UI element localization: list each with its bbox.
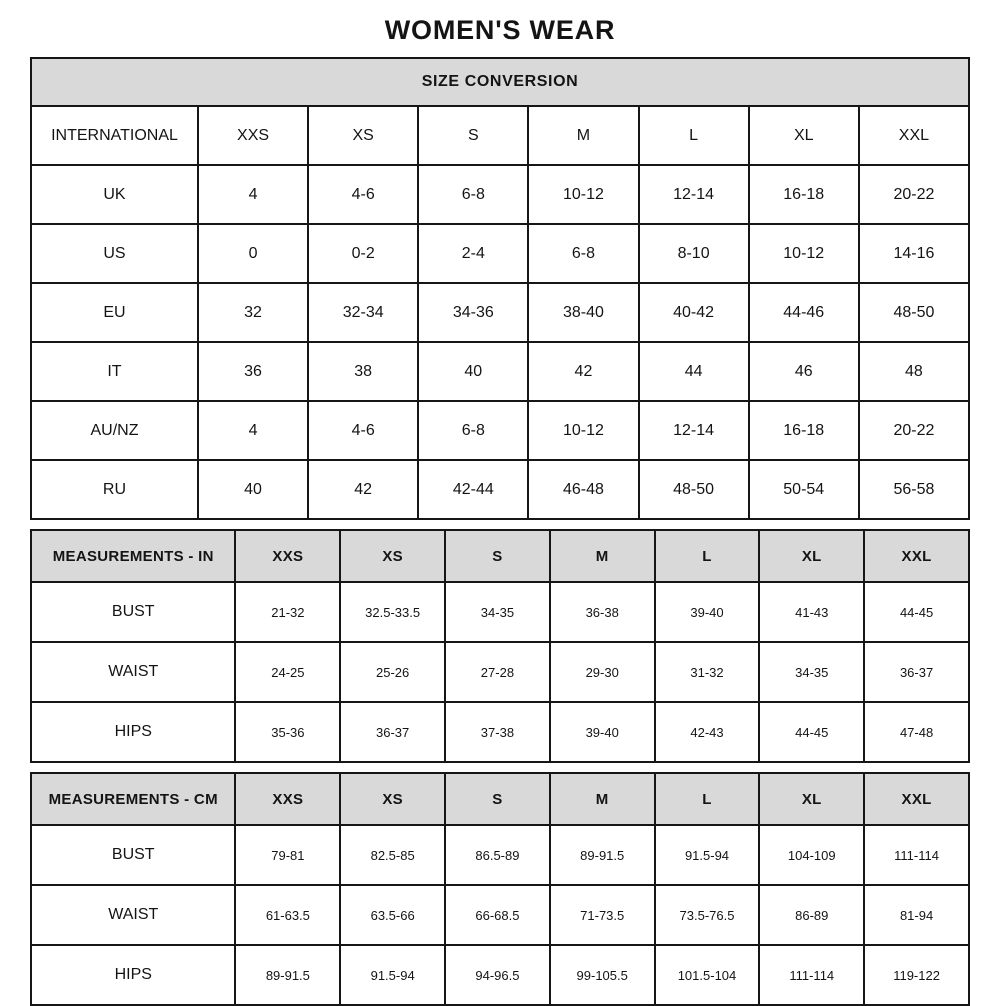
- table-cell: 48-50: [859, 283, 969, 342]
- table-row: [31, 945, 969, 1005]
- column-header: S: [445, 773, 550, 825]
- table-cell: 71-73.5: [550, 885, 655, 945]
- column-header: XL: [759, 530, 864, 582]
- column-header: XS: [340, 773, 445, 825]
- table-cell: 16-18: [749, 401, 859, 460]
- column-header: M: [550, 530, 655, 582]
- table-cell: 32: [198, 283, 308, 342]
- size-conversion-title: SIZE CONVERSION: [31, 58, 969, 106]
- table-cell: 0-2: [308, 224, 418, 283]
- table-row: [31, 642, 969, 702]
- table-cell: 8-10: [639, 224, 749, 283]
- table-cell: 36: [198, 342, 308, 401]
- row-label: WAIST: [31, 885, 235, 945]
- table-cell: 48: [859, 342, 969, 401]
- table-cell: 94-96.5: [445, 945, 550, 1005]
- table-row: [31, 460, 969, 519]
- table-cell: 25-26: [340, 642, 445, 702]
- table-cell: 31-32: [655, 642, 760, 702]
- table-cell: 16-18: [749, 165, 859, 224]
- column-header: S: [445, 530, 550, 582]
- table-cell: 81-94: [864, 885, 969, 945]
- table-cell: 10-12: [749, 224, 859, 283]
- table-cell: 42: [528, 342, 638, 401]
- table-cell: 12-14: [639, 165, 749, 224]
- row-label: IT: [31, 342, 198, 401]
- table-cell: 42-44: [418, 460, 528, 519]
- table-cell: 36-37: [864, 642, 969, 702]
- column-header: XS: [340, 530, 445, 582]
- table-row: [31, 165, 969, 224]
- measurement-header-row: [31, 773, 969, 825]
- table-cell: 111-114: [759, 945, 864, 1005]
- table-cell: 10-12: [528, 401, 638, 460]
- table-row: [31, 885, 969, 945]
- table-cell: 2-4: [418, 224, 528, 283]
- table-cell: 48-50: [639, 460, 749, 519]
- table-cell: 50-54: [749, 460, 859, 519]
- table-cell: 36-37: [340, 702, 445, 762]
- table-row: [31, 224, 969, 283]
- row-label: UK: [31, 165, 198, 224]
- table-cell: 42-43: [655, 702, 760, 762]
- table-cell: 34-35: [759, 642, 864, 702]
- measurements-in-table: [30, 529, 970, 763]
- column-header: XL: [749, 106, 859, 165]
- table-cell: 86.5-89: [445, 825, 550, 885]
- column-header: XL: [759, 773, 864, 825]
- table-cell: 29-30: [550, 642, 655, 702]
- size-header-row: [31, 106, 969, 165]
- measurements-cm-table: [30, 772, 970, 1006]
- table-cell: 34-35: [445, 582, 550, 642]
- row-label: BUST: [31, 582, 235, 642]
- row-label: AU/NZ: [31, 401, 198, 460]
- column-header: L: [655, 773, 760, 825]
- column-header: L: [639, 106, 749, 165]
- table-cell: 37-38: [445, 702, 550, 762]
- table-cell: 119-122: [864, 945, 969, 1005]
- column-header: XXS: [198, 106, 308, 165]
- table-cell: 46-48: [528, 460, 638, 519]
- page-title: WOMEN'S WEAR: [384, 15, 616, 45]
- table-row: [31, 582, 969, 642]
- table-cell: 38-40: [528, 283, 638, 342]
- column-header: XS: [308, 106, 418, 165]
- table-cell: 41-43: [759, 582, 864, 642]
- table-row: [31, 702, 969, 762]
- table-cell: 4-6: [308, 165, 418, 224]
- table-cell: 89-91.5: [550, 825, 655, 885]
- table-cell: 0: [198, 224, 308, 283]
- table-cell: 44-46: [749, 283, 859, 342]
- table-cell: 91.5-94: [655, 825, 760, 885]
- table-cell: 10-12: [528, 165, 638, 224]
- row-label: WAIST: [31, 642, 235, 702]
- column-header: XXL: [859, 106, 969, 165]
- table-cell: 4: [198, 401, 308, 460]
- table-cell: 6-8: [528, 224, 638, 283]
- table-cell: 36-38: [550, 582, 655, 642]
- table-cell: 66-68.5: [445, 885, 550, 945]
- table-cell: 111-114: [864, 825, 969, 885]
- table-cell: 34-36: [418, 283, 528, 342]
- column-header: XXL: [864, 773, 969, 825]
- table-row: [31, 283, 969, 342]
- row-label: RU: [31, 460, 198, 519]
- table-cell: 82.5-85: [340, 825, 445, 885]
- table-cell: 73.5-76.5: [655, 885, 760, 945]
- column-header: XXL: [864, 530, 969, 582]
- table-cell: 61-63.5: [235, 885, 340, 945]
- table-cell: 44: [639, 342, 749, 401]
- table-cell: 14-16: [859, 224, 969, 283]
- size-chart-document: [0, 57, 1000, 1006]
- row-group-label: INTERNATIONAL: [31, 106, 198, 165]
- row-label: HIPS: [31, 945, 235, 1005]
- table-cell: 44-45: [759, 702, 864, 762]
- table-cell: 27-28: [445, 642, 550, 702]
- table-cell: 86-89: [759, 885, 864, 945]
- table-cell: 63.5-66: [340, 885, 445, 945]
- table-cell: 46: [749, 342, 859, 401]
- table-row: [31, 342, 969, 401]
- table-row: [31, 825, 969, 885]
- column-header: XXS: [235, 773, 340, 825]
- table-cell: 79-81: [235, 825, 340, 885]
- table-cell: 32-34: [308, 283, 418, 342]
- table-cell: 91.5-94: [340, 945, 445, 1005]
- table-cell: 20-22: [859, 401, 969, 460]
- table-cell: 6-8: [418, 165, 528, 224]
- table-cell: 6-8: [418, 401, 528, 460]
- row-label: US: [31, 224, 198, 283]
- table-cell: 4-6: [308, 401, 418, 460]
- column-header: L: [655, 530, 760, 582]
- size-conversion-banner-row: [31, 58, 969, 106]
- table-cell: 40: [198, 460, 308, 519]
- table-cell: 12-14: [639, 401, 749, 460]
- row-label: BUST: [31, 825, 235, 885]
- table-cell: 35-36: [235, 702, 340, 762]
- table-cell: 39-40: [550, 702, 655, 762]
- column-header: XXS: [235, 530, 340, 582]
- table-cell: 40: [418, 342, 528, 401]
- table-cell: 38: [308, 342, 418, 401]
- column-header: S: [418, 106, 528, 165]
- column-header: M: [550, 773, 655, 825]
- table-cell: 21-32: [235, 582, 340, 642]
- table-cell: 39-40: [655, 582, 760, 642]
- row-label: EU: [31, 283, 198, 342]
- table-cell: 42: [308, 460, 418, 519]
- table-cell: 56-58: [859, 460, 969, 519]
- size-conversion-table: [30, 57, 970, 520]
- column-header: M: [528, 106, 638, 165]
- table-cell: 44-45: [864, 582, 969, 642]
- table-cell: 20-22: [859, 165, 969, 224]
- row-group-label: MEASUREMENTS - IN: [31, 530, 235, 582]
- table-cell: 32.5-33.5: [340, 582, 445, 642]
- measurement-header-row: [31, 530, 969, 582]
- table-row: [31, 401, 969, 460]
- table-cell: 47-48: [864, 702, 969, 762]
- table-cell: 4: [198, 165, 308, 224]
- table-cell: 101.5-104: [655, 945, 760, 1005]
- row-group-label: MEASUREMENTS - CM: [31, 773, 235, 825]
- row-label: HIPS: [31, 702, 235, 762]
- table-cell: 89-91.5: [235, 945, 340, 1005]
- table-cell: 104-109: [759, 825, 864, 885]
- table-cell: 99-105.5: [550, 945, 655, 1005]
- table-cell: 40-42: [639, 283, 749, 342]
- table-cell: 24-25: [235, 642, 340, 702]
